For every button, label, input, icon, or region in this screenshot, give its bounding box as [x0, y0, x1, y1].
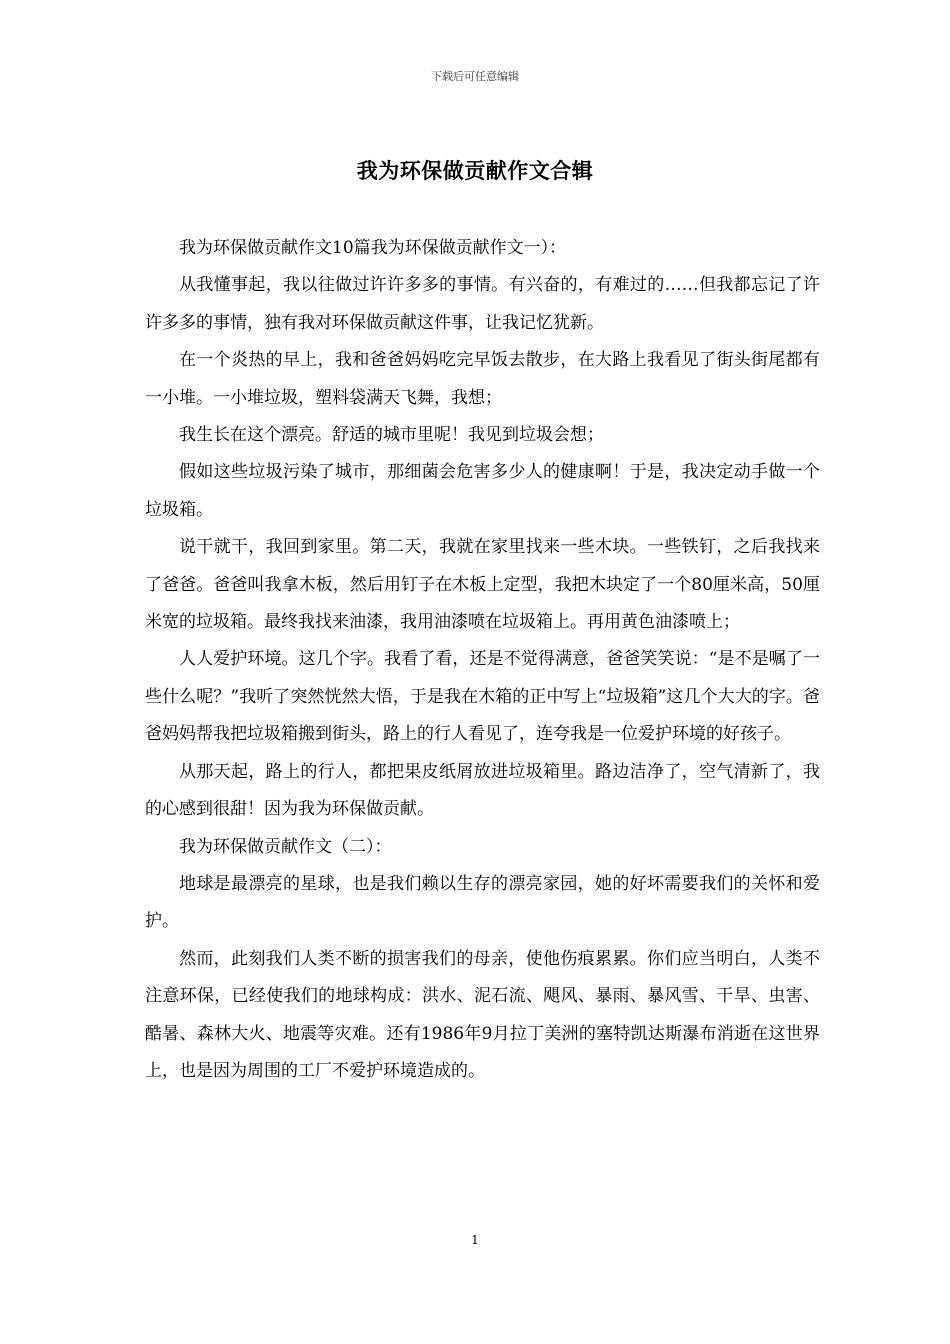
paragraph: 在一个炎热的早上，我和爸爸妈妈吃完早饭去散步，在大路上我看见了街头街尾都有一小堆。一小堆垃圾，塑料袋满天飞舞，我想；: [145, 350, 820, 408]
paragraph: 说干就干，我回到家里。第二天，我就在家里找来一些木块。一些铁钉，之后我找来了爸爸。爸爸叫我拿木板，然后用钉子在木板上定型，我把木块定了一个80厘米高，50厘米宽的垃圾箱。最终我找来油漆，我用油漆喷在垃圾箱上。再用黄色油漆喷上；: [145, 537, 820, 633]
paragraph: 我为环保做贡献作文（二）：: [179, 836, 392, 857]
paragraph: 从我懂事起，我以往做过许许多多的事情。有兴奋的，有难过的……但我都忘记了许许多多的事情，独有我对环保做贡献这件事，让我记忆犹新。: [145, 275, 820, 333]
paragraph: 地球是最漂亮的星球，也是我们赖以生存的漂亮家园，她的好坏需要我们的关怀和爱护。: [145, 873, 820, 932]
document-title: 我为环保做贡献作文合辑: [356, 158, 594, 183]
page-number: 1: [471, 1233, 479, 1247]
paragraph: 从那天起，路上的行人，都把果皮纸屑放进垃圾箱里。路边洁净了，空气清新了，我的心感到很甜！因为我为环保做贡献。: [145, 761, 820, 820]
paragraph: 人人爱护环境。这几个字。我看了看，还是不觉得满意，爸爸笑笑说：“是不是嘱了一些什么呢？”我听了突然恍然大悟，于是我在木箱的正中写上“垃圾箱”这几个大大的字。爸爸妈妈帮我把垃圾箱搬到街头，路上的行人看见了，连夸我是一位爱护环境的好孩子。: [145, 649, 820, 745]
paragraph: 假如这些垃圾污染了城市，那细菌会危害多少人的健康啊！于是，我决定动手做一个垃圾箱。: [145, 462, 820, 520]
paragraph: 我生长在这个漂亮。舒适的城市里呢！我见到垃圾会想；: [179, 425, 604, 446]
document-body: [145, 230, 820, 1090]
paragraph: 我为环保做贡献作文10篇我为环保做贡献作文一）：: [179, 238, 567, 258]
paragraph: 然而，此刻我们人类不断的损害我们的母亲，使他伤痕累累。你们应当明白，人类不注意环保，已经使我们的地球构成：洪水、泥石流、飓风、暴雨、暴风雪、干旱、虫害、酷暑、森林大火、地震等灾难。还有1986年9月拉丁美洲的塞特凯达斯瀑布消逝在这世界上，也是因为周围的工厂不爱护环境造成的。: [145, 948, 820, 1081]
page-header-note: 下载后可任意编辑: [431, 70, 519, 83]
